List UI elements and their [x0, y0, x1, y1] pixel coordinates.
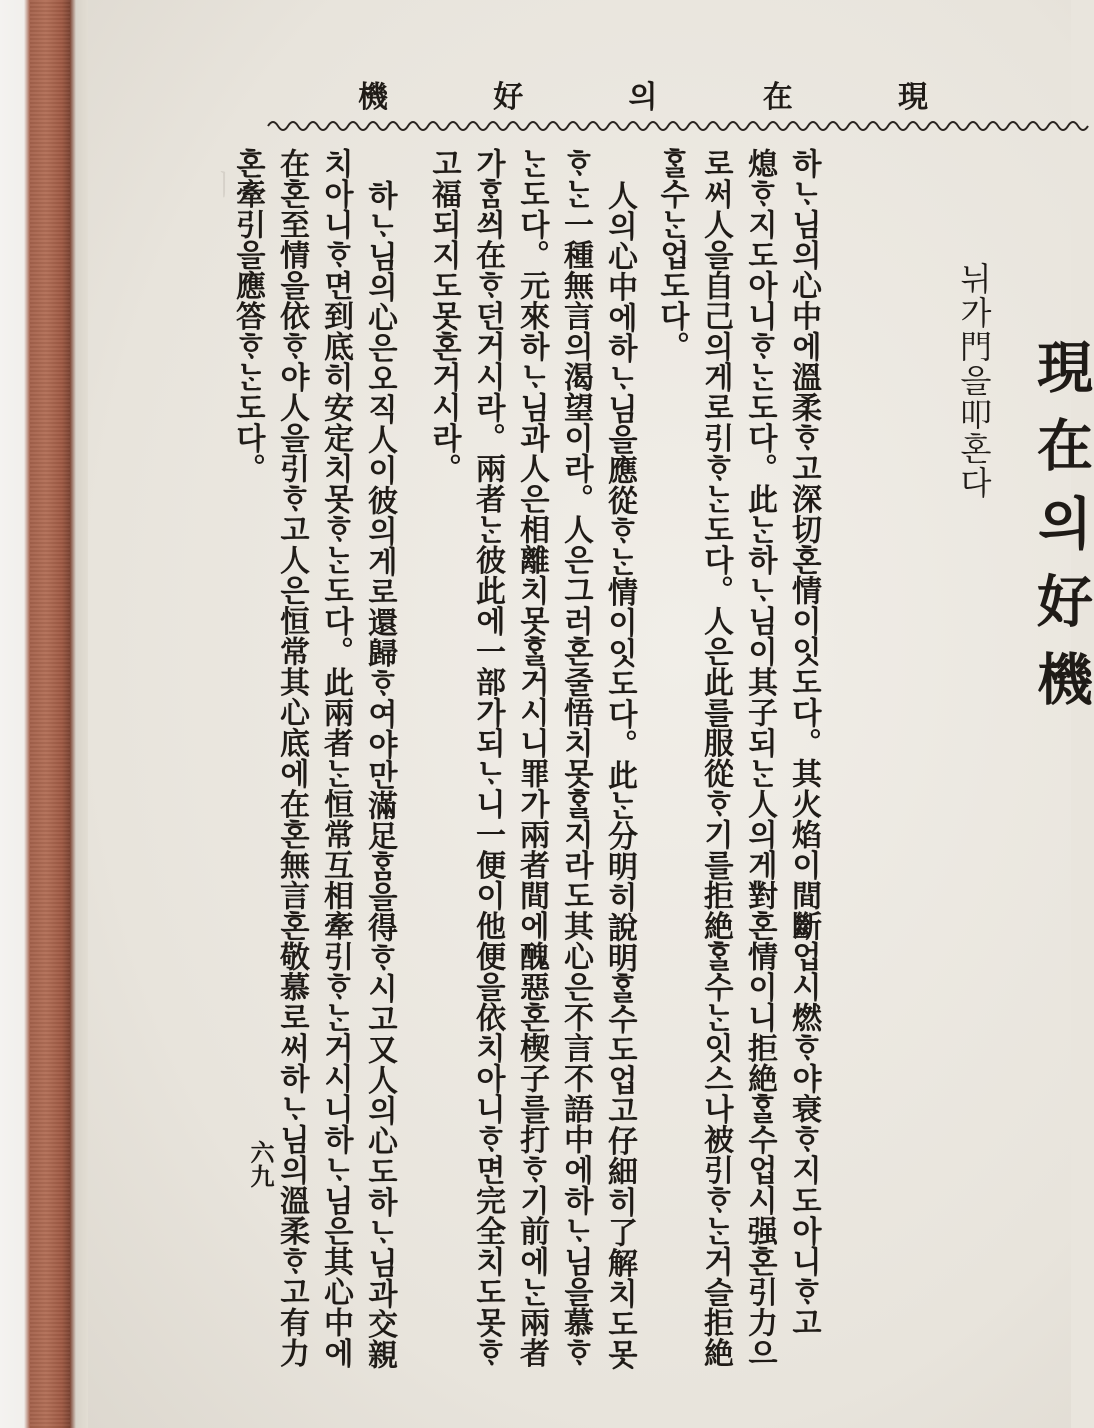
book-page: [88, 0, 1094, 1428]
running-head-char: 在: [762, 80, 793, 115]
text-column: ᄒᆞᄂᆞᆫ一種無言의渴望이라。人은그러혼줄悟치못ᄒᆞᆯ지라도其心은不言不語中에하ᄂᆞ님을慕ᄒᆞ: [558, 148, 593, 1368]
text-column: 하ᄂᆞ님의心中에溫柔ᄒᆞ고深切혼情이잇도다。其火焰이間斷업시燃ᄒᆞ야衰ᄒᆞ지도아니ᄒᆞ고: [786, 148, 821, 1338]
running-head-char: 好: [493, 80, 524, 115]
text-column: 在혼至情을依ᄒᆞ야人을引ᄒᆞ고人은恒常其心底에在혼無言혼敬慕로써하ᄂᆞ님의溫柔ᄒᆞ고有力: [274, 148, 309, 1368]
show-through-text: ㅣ: [206, 170, 239, 198]
text-column: ᄂᆞᆫ도다。元來하ᄂᆞ님과人은相離치못ᄒᆞᆯ거시니罪가兩者間에醜惡혼楔子를打ᄒᆞ기前에ᄂᆞᆫ兩者: [514, 148, 549, 1368]
text-column: ᄒᆞᆯ수ᄂᆞᆫ업도다。: [654, 148, 689, 362]
text-column: 치아니ᄒᆞ면到底히安定치못ᄒᆞᄂᆞᆫ도다。此兩者ᄂᆞᆫ恒常互相牽引ᄒᆞᄂᆞᆫ거시니하ᄂᆞ님은其心中에: [318, 148, 353, 1368]
page-number: 六九: [246, 1140, 275, 1188]
book-spine: [0, 0, 88, 1428]
text-column: 人의心中에하ᄂᆞ님을應從ᄒᆞᄂᆞᆫ情이잇도다。此ᄂᆞᆫ分明히說明ᄒᆞᆯ수도업고仔細히了解치도못: [602, 180, 637, 1370]
running-head-char: 機: [358, 80, 388, 115]
chapter-title: 現在의好機: [1028, 338, 1094, 728]
chapter-subtitle: 뉘가門을叩혼다: [955, 262, 993, 500]
text-column: 혼牽引을應答ᄒᆞᄂᆞᆫ도다。: [230, 148, 265, 484]
running-head-char: 의: [628, 80, 658, 115]
text-column: 고福되지도못혼거시라。: [426, 148, 461, 484]
text-column: 가ᄒᆞᆷ씌在ᄒᆞ던거시라。兩者ᄂᆞᆫ彼此에一部가되ᄂᆞ니一便이他便을依치아니ᄒᆞ면完全치도못ᄒᆞ: [470, 148, 505, 1368]
text-column: 熄ᄒᆞ지도아니ᄒᆞᄂᆞᆫ도다。此ᄂᆞᆫ하ᄂᆞ님이其子되ᄂᆞᆫ人의게對혼情이니拒絶ᄒᆞᆯ수업시强혼引力으: [742, 148, 777, 1368]
text-column: 로써人을自己의게로引ᄒᆞᄂᆞᆫ도다。人은此를服從ᄒᆞ기를拒絶ᄒᆞᆯ수ᄂᆞᆫ잇스나被引ᄒᆞᄂᆞᆫ거슬拒絶: [698, 148, 733, 1368]
running-head: [358, 72, 928, 116]
text-column: 하ᄂᆞ님의心은오직人이彼의게로還歸ᄒᆞ여야만滿足ᄒᆞᆷ을得ᄒᆞ시고又人의心도하ᄂᆞ님과交親: [362, 180, 397, 1370]
wavy-rule: [268, 116, 1088, 132]
running-head-char: 現: [897, 80, 928, 115]
